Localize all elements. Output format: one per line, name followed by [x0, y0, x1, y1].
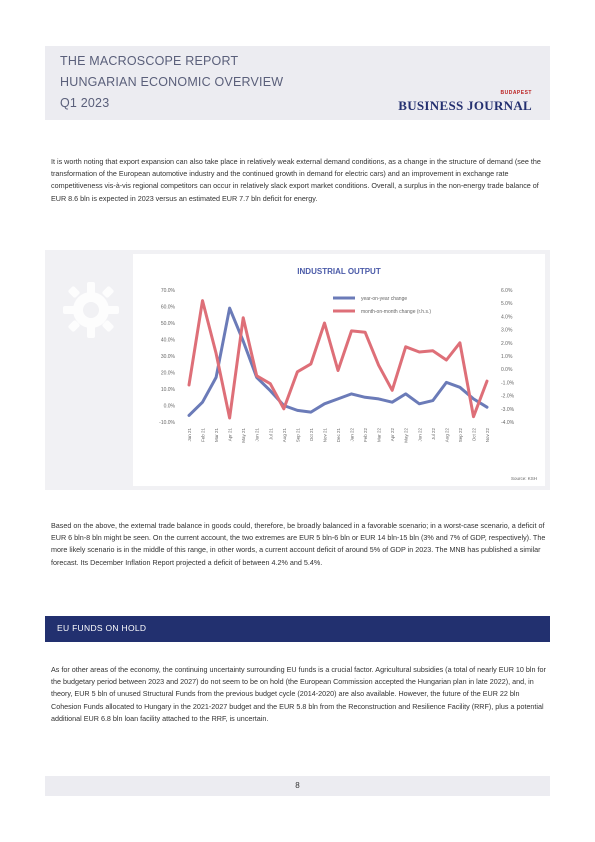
y-left-tick-label: 60.0%	[160, 304, 175, 311]
y-right-tick-label: -4.0%	[501, 420, 515, 426]
report-quarter: Q1 2023	[60, 96, 110, 110]
y-left-tick-label: 70.0%	[160, 288, 175, 294]
y-right-tick-label: -1.0%	[501, 380, 515, 387]
y-left-tick-label: 0.0%	[163, 403, 175, 410]
report-title: THE MACROSCOPE REPORT	[60, 54, 239, 68]
x-tick-label: Nov 22	[485, 428, 490, 443]
logo-text: BUSINESS JOURNAL	[398, 98, 532, 113]
report-subtitle: HUNGARIAN ECONOMIC OVERVIEW	[60, 75, 284, 89]
y-right-tick-label: 1.0%	[501, 354, 513, 360]
y-left-tick-label: -10.0%	[159, 420, 175, 426]
logo-small-text: BUDAPEST	[500, 90, 532, 96]
x-tick-label: May 21	[241, 428, 247, 443]
x-tick-label: Mar 22	[376, 428, 382, 443]
y-left-tick-label: 30.0%	[160, 354, 175, 360]
y-right-tick-label: -3.0%	[501, 406, 515, 413]
x-tick-label: Oct 21	[308, 428, 314, 442]
x-tick-label: Jul 22	[430, 428, 436, 441]
x-tick-label: Jan 21	[187, 428, 192, 442]
x-tick-label: May 22	[403, 428, 409, 443]
x-tick-label: Jul 21	[268, 428, 274, 441]
y-right-tick-label: 4.0%	[501, 314, 513, 321]
section-title: EU FUNDS ON HOLD	[57, 623, 147, 633]
x-tick-label: Dec 21	[336, 428, 341, 443]
page-number: 8	[295, 781, 300, 790]
x-tick-label: Sep 21	[295, 428, 301, 443]
legend-label: year-on-year change	[361, 296, 408, 302]
x-tick-label: Aug 21	[281, 428, 287, 443]
chart-panel	[45, 250, 550, 490]
y-left-tick-label: 50.0%	[160, 321, 175, 327]
y-right-tick-label: 2.0%	[501, 340, 513, 347]
y-right-tick-label: 3.0%	[501, 327, 513, 334]
publisher-logo	[398, 90, 532, 114]
x-tick-label: Jan 22	[349, 428, 355, 442]
y-right-tick-label: 0.0%	[501, 367, 513, 374]
paragraph-eu-funds: As for other areas of the economy, the continuing uncertainty surrounding EU funds is a crucial factor. Agricultural subsidies (a total of nearly EUR 10 bln for the budgetary period between 2023 and 2027) do not seem to be on hold (the European Commission accepted the Hungarian plan in late 2022), and, in theory, EUR 5 bln of unused Structural Funds from the previous budget cycle (2014-2020) are also available. However, the future of the EUR 22 bln Cohesion Funds allocated to Hungary in the 2021-2027 budget and the EUR 5.8 bln from the Reconstruction and Resilience Facility (RRF), plus a potential additional EUR 6.8 bln loan facility attached to the RRF, is uncertain.	[51, 665, 546, 723]
x-tick-label: Jun 22	[417, 428, 423, 442]
industrial-output-chart	[133, 254, 545, 486]
y-left-tick-label: 20.0%	[160, 370, 175, 377]
x-tick-label: Oct 22	[471, 428, 477, 442]
chart-source: Source: KSH	[510, 476, 537, 481]
y-right-tick-label: -2.0%	[501, 393, 515, 400]
x-tick-label: Feb 22	[363, 428, 369, 443]
series-line	[189, 308, 487, 415]
page-footer	[45, 776, 550, 796]
x-tick-label: Aug 22	[444, 428, 450, 443]
x-tick-label: Apr 22	[390, 428, 396, 442]
x-tick-label: Feb 21	[200, 428, 206, 443]
paragraph-export: It is worth noting that export expansion can also take place in relatively weak external demand conditions, as a change in the structure of demand (see the transformation of the European automotive industry and the continued growth in demand for electric cars) and an improvement in exchange rate competitiveness vis-à-vis regional competitors can occur in relatively slack export market conditions. Overall, a surplus in the non-energy trade balance of EUR 8.6 bln is expected in 2023 versus an estimated EUR 7.7 bln deficit for energy.	[51, 157, 541, 203]
x-tick-label: Sep 22	[457, 428, 463, 443]
chart-title: INDUSTRIAL OUTPUT	[297, 267, 381, 276]
gear-icon	[59, 278, 123, 342]
x-tick-label: Apr 21	[227, 428, 233, 442]
legend-label: month-on-month change (r.h.s.)	[361, 309, 432, 315]
y-right-tick-label: 6.0%	[501, 288, 513, 294]
y-right-tick-label: 5.0%	[501, 301, 513, 308]
y-left-tick-label: 40.0%	[160, 337, 175, 344]
report-header	[45, 46, 550, 120]
x-tick-label: Jun 21	[254, 428, 260, 442]
paragraph-trade-balance: Based on the above, the external trade balance in goods could, therefore, be broadly balanced in a favorable scenario; in a worst-case scenario, a deficit of EUR 6 bln-8 bln might be seen. On the current account, the two extremes are EUR 5 bln-6 bln or EUR 14 bln-15 bln (3% and 7% of GDP, respectively). The more likely scenario is in the middle of this range, in other words, a current account deficit of around 5% of GDP in 2023. The MNB has published a similar forecast. Its December Inflation Report projected a deficit of between 4.2% and 5.4%.	[51, 521, 546, 567]
x-tick-label: Nov 21	[322, 428, 328, 443]
x-tick-label: Mar 21	[214, 428, 220, 443]
y-left-tick-label: 10.0%	[160, 387, 175, 393]
section-heading	[45, 616, 550, 642]
